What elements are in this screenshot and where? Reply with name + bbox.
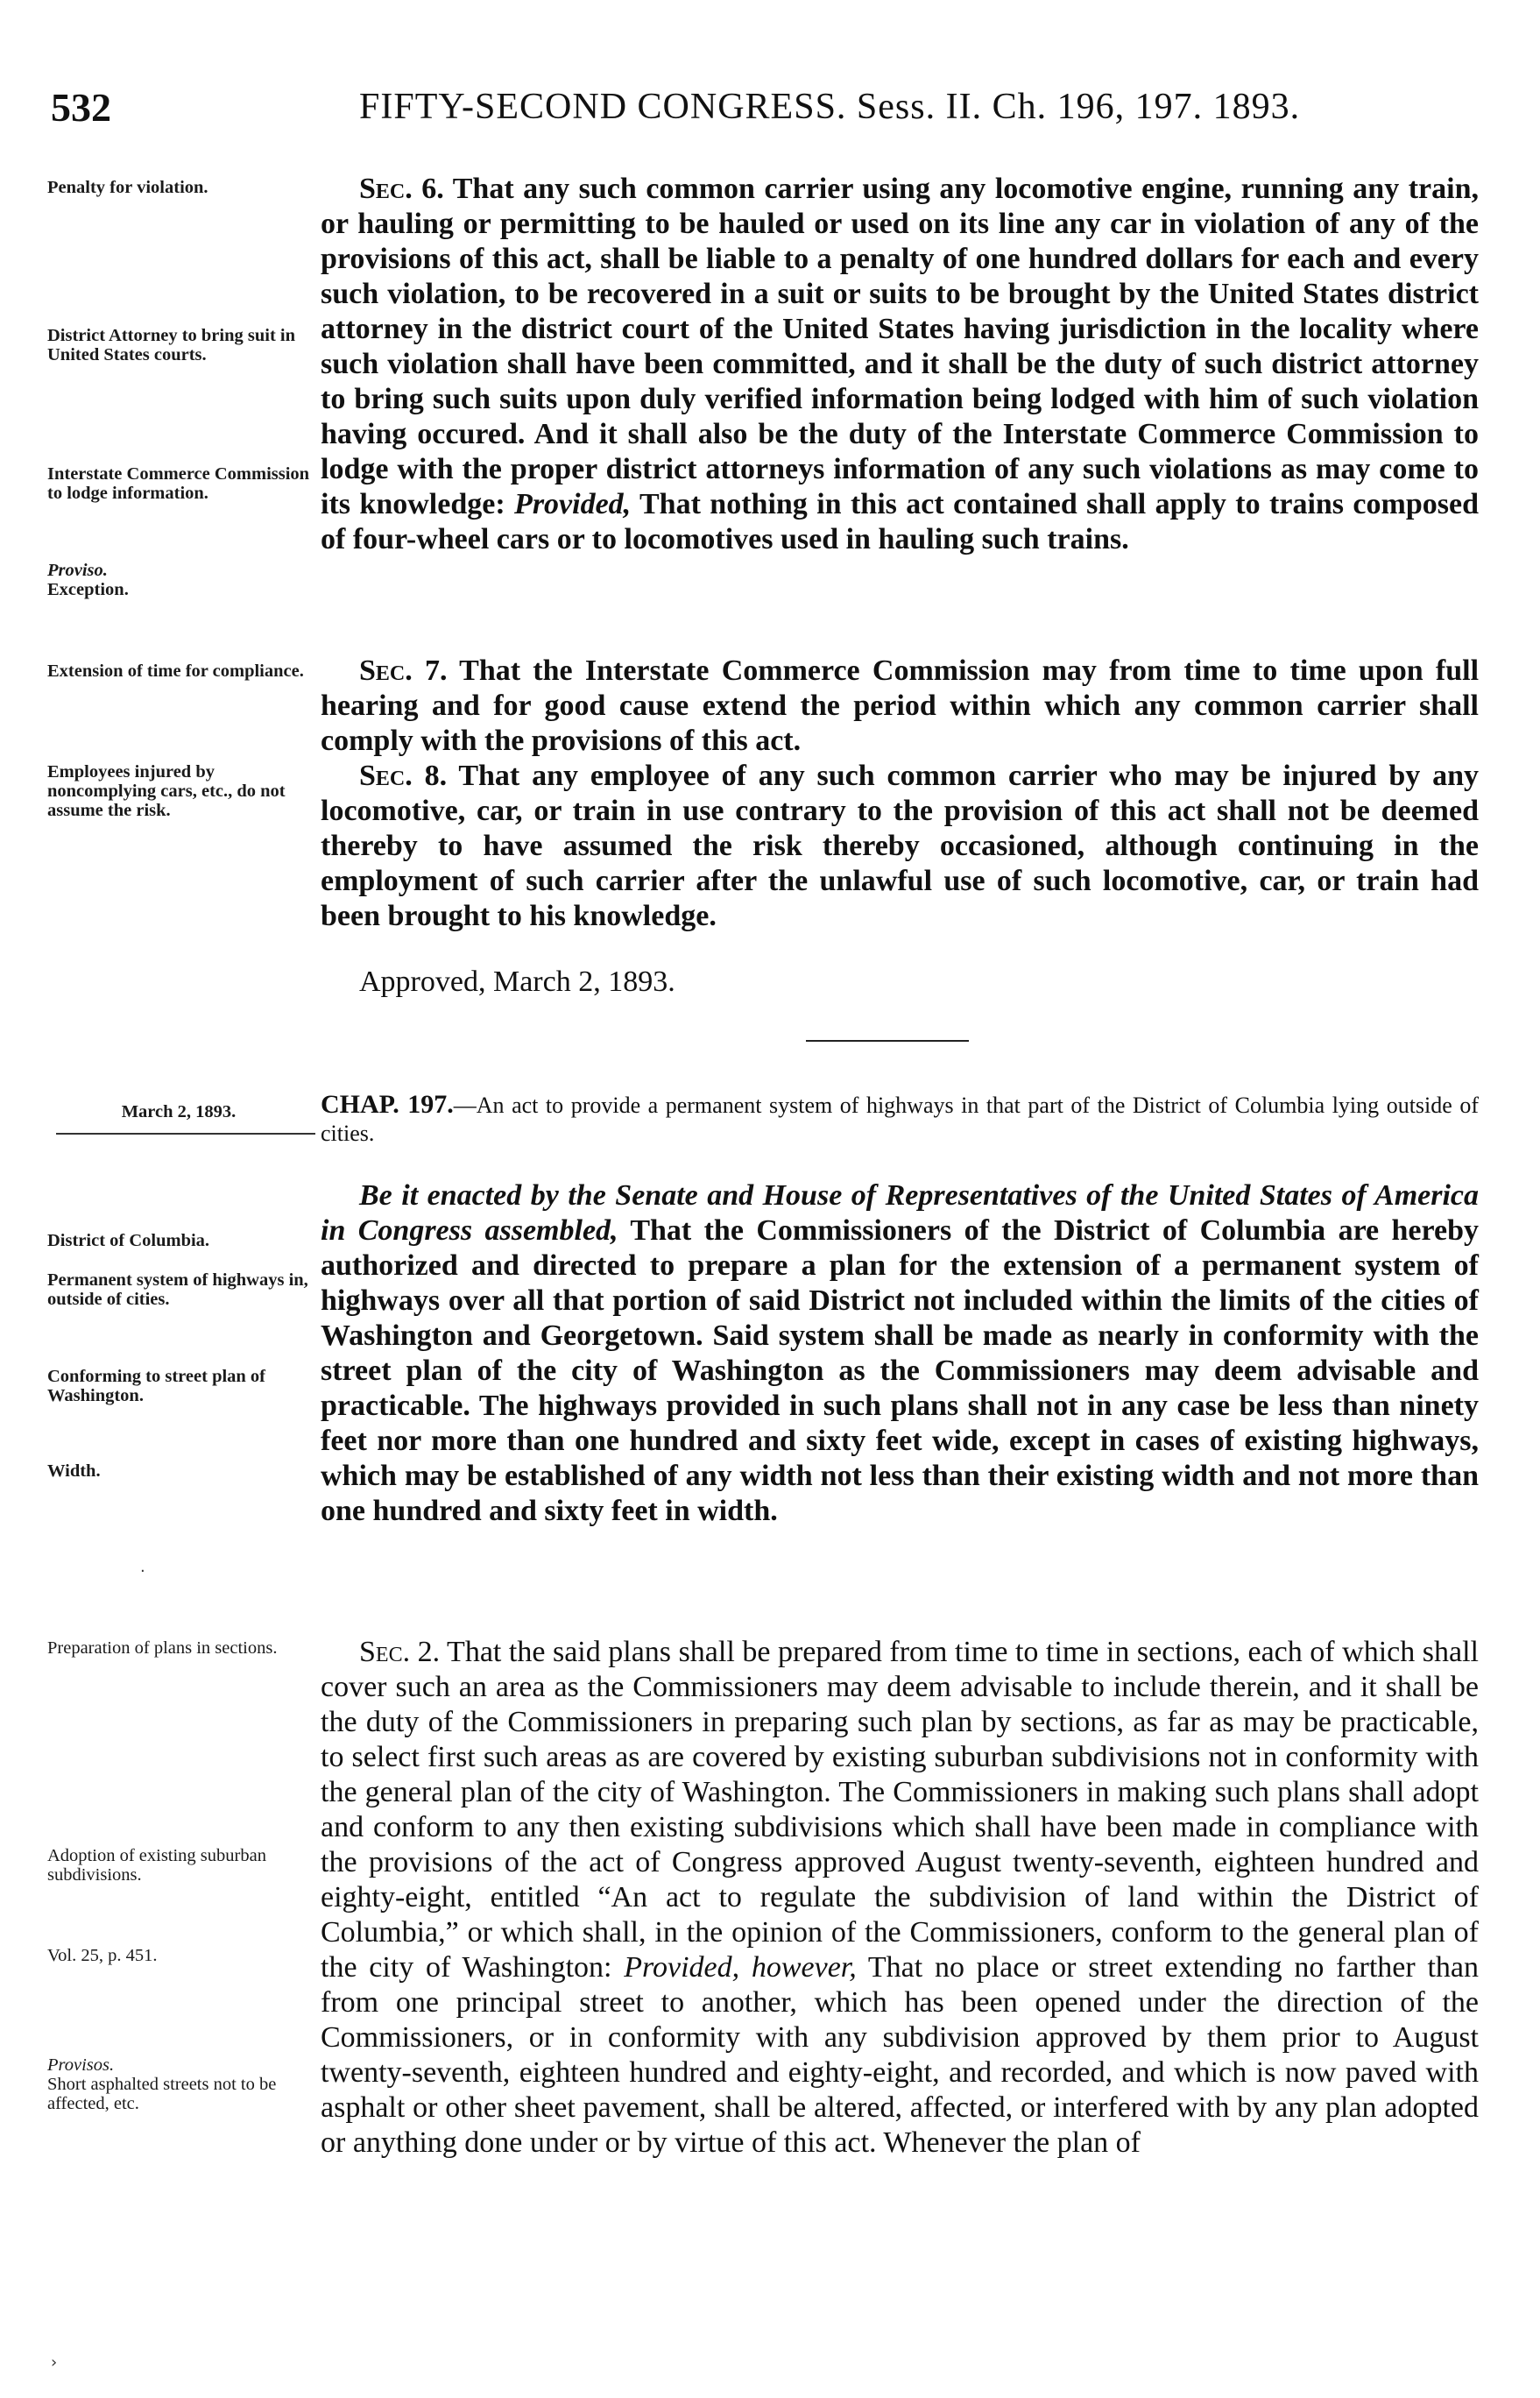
section-8-text: That any employee of any such common carrier who may be injured by any locomotive, car, or train in use contrary to the provision of this act shall not be deemed thereby to have assumed the risk thereby occasioned, although continuing in the employment of such carrier after the unlawful use of such locomotive, car, or train had been brought to his knowledge. (321, 760, 1479, 932)
margin-note-district-attorney: District Attorney to bring suit in United States courts. (47, 326, 295, 364)
chapter-section-1 (321, 1178, 1479, 1529)
section-6-provided: Provided, (514, 488, 632, 520)
margin-note-employees: Employees injured by noncomplying cars, etc., do not assume the risk. (47, 762, 286, 820)
stray-mark: · (140, 1562, 145, 1581)
margin-note-vol-ref: Vol. 25, p. 451. (47, 1946, 158, 1965)
section-7-label: Sec. 7. (359, 654, 448, 687)
margin-note-penalty: Penalty for violation. (47, 178, 208, 197)
section-7-text: That the Interstate Commerce Commission may from time to time upon full hearing and for good cause extend the period within which any common carrier shall comply with the provisions of this act. (321, 654, 1480, 757)
enacting-clause: Be it enacted by the Senate and House of Representatives of the United States of America in Congress assembled, (321, 1179, 1479, 1247)
margin-note-provisos: Provisos. (47, 2055, 115, 2075)
running-head: FIFTY-SECOND CONGRESS. Sess. II. Ch. 196, 197. 1893. (359, 87, 1301, 127)
margin-note-date: March 2, 1893. (121, 1102, 237, 1121)
section-7 (321, 654, 1479, 759)
chapter-divider (806, 1040, 969, 1042)
section-8-label: Sec. 8. (359, 760, 448, 792)
section-6-text: That any such common carrier using any locomotive engine, running any train, or hauling or permitting to be hauled or used on its line any car in violation of any of the provisions of this act, shall be liable to a penalty of one hundred dollars for each and every such violation, to be recovered in a suit or suits to be brought by the United States district attorney in the district court of the United States having jurisdiction in the locality where such violation shall have been committed, and it shall be the duty of such district attorney to bring such suits upon duly verified information being lodged with him of such violation having occured. And it shall also be the duty of the Interstate Commerce Commission to lodge with the proper district attorneys information of any such violations as may come to its knowledge: (321, 173, 1480, 520)
section-6 (321, 172, 1479, 557)
margin-note-interstate: Interstate Commerce Commission to lodge information. (47, 464, 310, 503)
chapter-section-2-provided: Provided, however, (624, 1951, 857, 1984)
chapter-section-1-text: That the Commissioners of the District of Columbia are hereby authorized and directed to prepare a plan for the extension of a permanent system of highways over all that portion of said District not included within the limits of the cities of Washington and Georgetown. Said system shall be made as nearly in conformity with the street plan of the city of Washington as the Commissioners may deem advisable and practicable. The highways provided in such plans shall not in any case be less than ninety feet nor more than one hundred and sixty feet wide, except in cases of existing highways, which may be established of any width not less than their existing width and not more than one hundred and sixty feet in width. (321, 1214, 1479, 1527)
section-8 (321, 759, 1479, 934)
chapter-section-2 (321, 1635, 1479, 2161)
chapter-section-2-label: Sec. 2. (359, 1636, 441, 1668)
date-rule (56, 1133, 315, 1135)
margin-note-proviso: Proviso. (47, 561, 108, 580)
margin-note-conforming: Conforming to street plan of Washington. (47, 1367, 266, 1405)
margin-note-preparation: Preparation of plans in sections. (47, 1638, 278, 1658)
margin-note-exception: Exception. (47, 580, 129, 599)
page-header (51, 84, 1489, 128)
margin-note-district-of-columbia: District of Columbia. (47, 1231, 210, 1250)
chapter-heading (321, 1091, 1479, 1148)
chapter-title: —An act to provide a permanent system of highways in that part of the District of Columbia lying outside of cities. (321, 1093, 1479, 1146)
page-number: 532 (51, 85, 111, 130)
margin-note-width: Width. (47, 1461, 101, 1481)
chapter-section-2-tail: That no place or street extending no farther than from one principal street to another, which has been opened under the direction of the Commissioners, or in conformity with any subdivision approved by them prior to August twenty-seventh, eighteen hundred and eighty-eight, and recorded, and which is now paved with asphalt or other sheet pavement, shall be altered, affected, or interfered with by any plan adopted or anything done under or by virtue of this act. Whenever the plan of (321, 1951, 1480, 2159)
stray-mark-bottom: › (51, 2353, 58, 2372)
margin-note-permanent-system: Permanent system of highways in, outside of cities. (47, 1270, 308, 1309)
margin-note-extension: Extension of time for compliance. (47, 661, 304, 681)
chapter-section-2-text: That the said plans shall be prepared from time to time in sections, each of which shall cover such an area as the Commissioners may deem advisable to include therein, and it shall be the duty of the Commissioners in preparing such plan by sections, as far as may be practicable, to select first such areas as are covered by existing suburban subdivisions not in conformity with the general plan of the city of Washington. The Commissioners in making such plans shall adopt and conform to any then existing subdivisions which shall have been made in compliance with the provisions of the act of Congress approved August twenty-seventh, eighteen hundred and eighty-eight, entitled “An act to regulate the subdivision of land within the District of Columbia,” or which shall, in the opinion of the Commissioners, conform to the general plan of the city of Washington: (321, 1636, 1479, 1984)
margin-note-adoption: Adoption of existing suburban subdivisions. (47, 1846, 266, 1885)
chapter-label: CHAP. 197. (321, 1090, 454, 1119)
approval-line: Approved, March 2, 1893. (359, 966, 675, 998)
section-6-tail: That nothing in this act contained shall apply to trains composed of four-wheel cars or to locomotives used in hauling such trains. (321, 488, 1479, 555)
margin-note-short-asphalted: Short asphalted streets not to be affected, etc. (47, 2075, 277, 2113)
section-6-label: Sec. 6. (359, 173, 444, 205)
